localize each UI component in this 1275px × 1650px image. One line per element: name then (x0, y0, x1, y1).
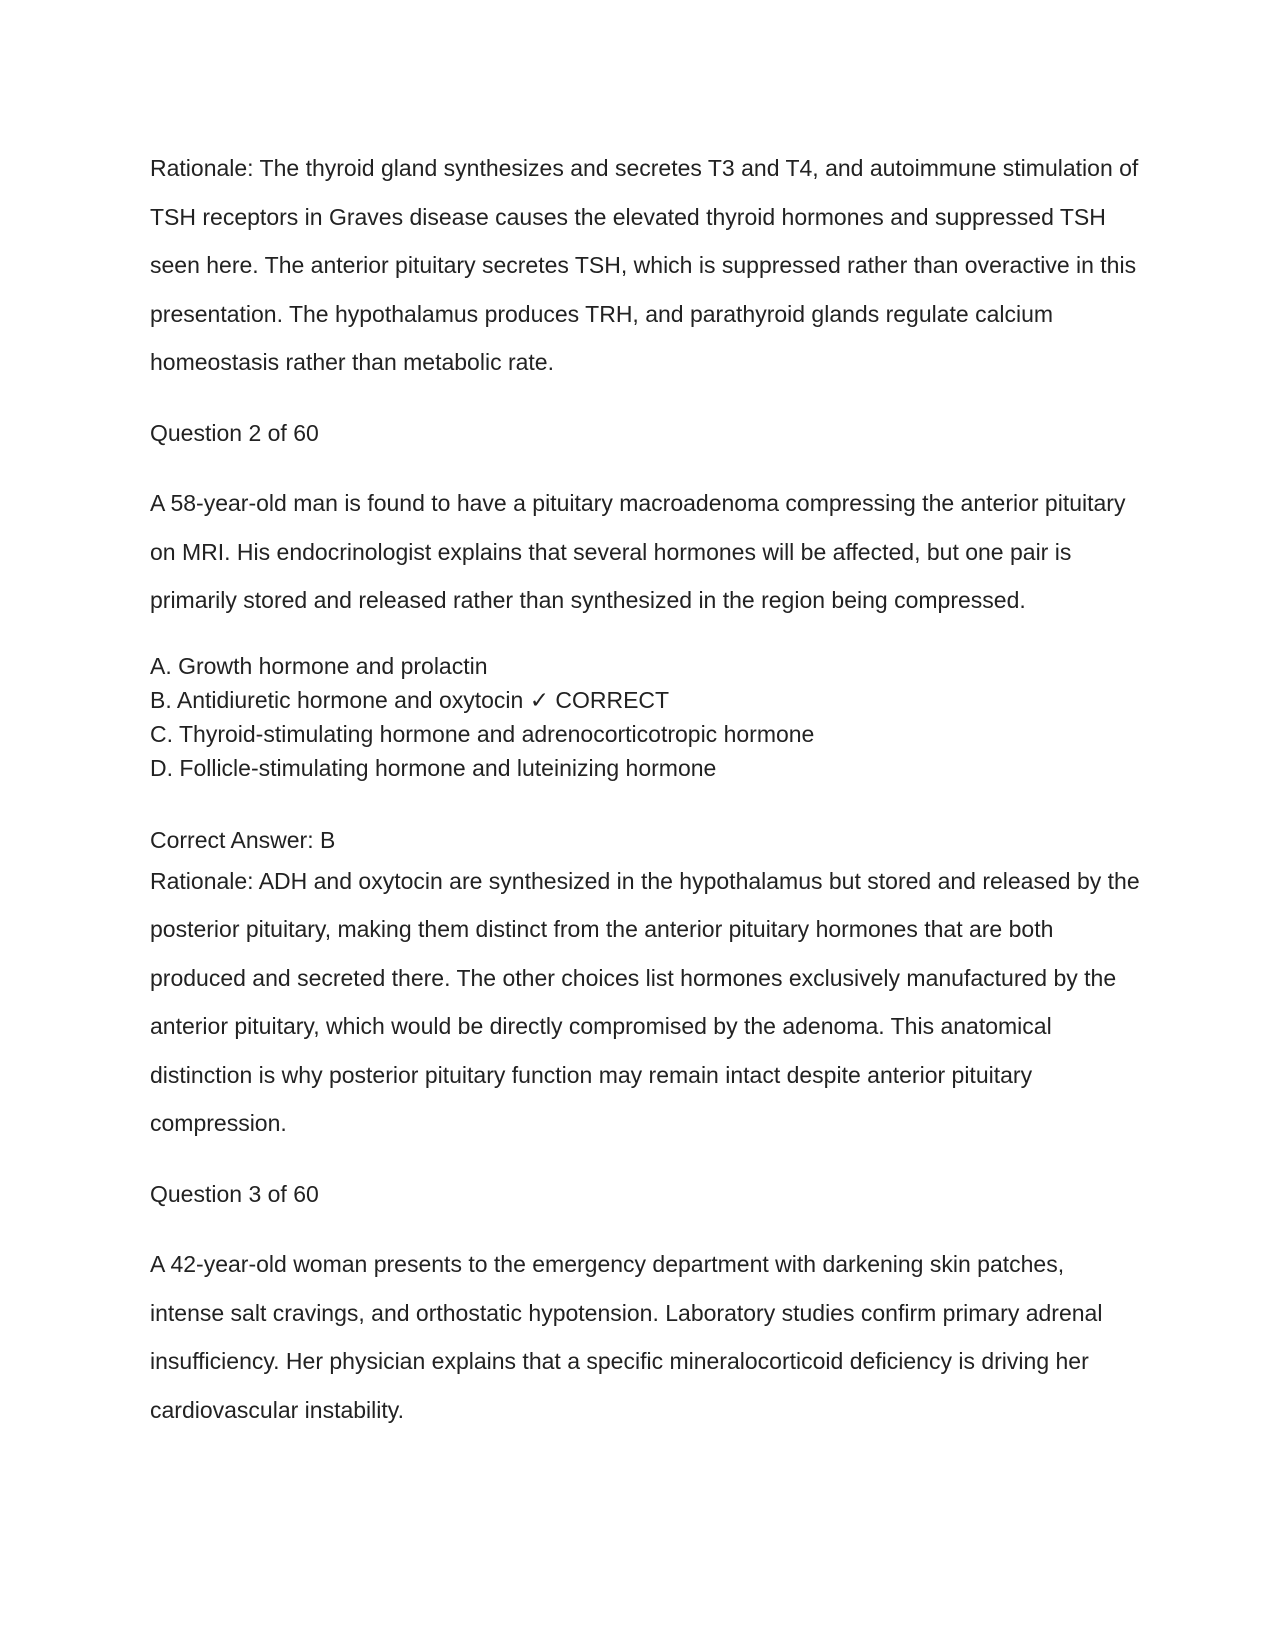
q3-stem: A 42-year-old woman presents to the emergency department with darkening skin patches, intense salt cravings, and orthostatic hypotension. Laboratory studies confirm primary adrenal insufficiency. Her physician explains that a specific mineralocorticoid deficiency is driving her cardiovascular instability. (150, 1251, 1103, 1423)
q2-correct-answer: Correct Answer: B (150, 826, 336, 853)
q2-option-c: C. Thyroid-stimulating hormone and adrenocorticotropic hormone (150, 720, 815, 747)
q2-options (150, 649, 1140, 785)
q3-heading: Question 3 of 60 (150, 1180, 319, 1207)
q2-option-a: A. Growth hormone and prolactin (150, 652, 488, 679)
q2-stem: A 58-year-old man is found to have a pituitary macroadenoma compressing the anterior pituitary on MRI. His endocrinologist explains that several hormones will be affected, but one pair is primarily stored and released rather than synthesized in the region being compressed. (150, 490, 1126, 613)
q2-rationale: Rationale: ADH and oxytocin are synthesized in the hypothalamus but stored and released by the posterior pituitary, making them distinct from the anterior pituitary hormones that are both produced and secreted there. The other choices list hormones exclusively manufactured by the anterior pituitary, which would be directly compromised by the adenoma. This anatomical distinction is why posterior pituitary function may remain intact despite anterior pituitary compression. (150, 867, 1140, 1136)
page-content (150, 144, 1140, 1434)
q2-heading: Question 2 of 60 (150, 419, 319, 446)
q2-option-b: B. Antidiuretic hormone and oxytocin ✓ CORRECT (150, 686, 670, 713)
q1-rationale: Rationale: The thyroid gland synthesizes and secretes T3 and T4, and autoimmune stimulation of TSH receptors in Graves disease causes the elevated thyroid hormones and suppressed TSH seen here. The anterior pituitary secretes TSH, which is suppressed rather than overactive in this presentation. The hypothalamus produces TRH, and parathyroid glands regulate calcium homeostasis rather than metabolic rate. (150, 155, 1139, 375)
q2-option-d: D. Follicle-stimulating hormone and luteinizing hormone (150, 754, 717, 781)
